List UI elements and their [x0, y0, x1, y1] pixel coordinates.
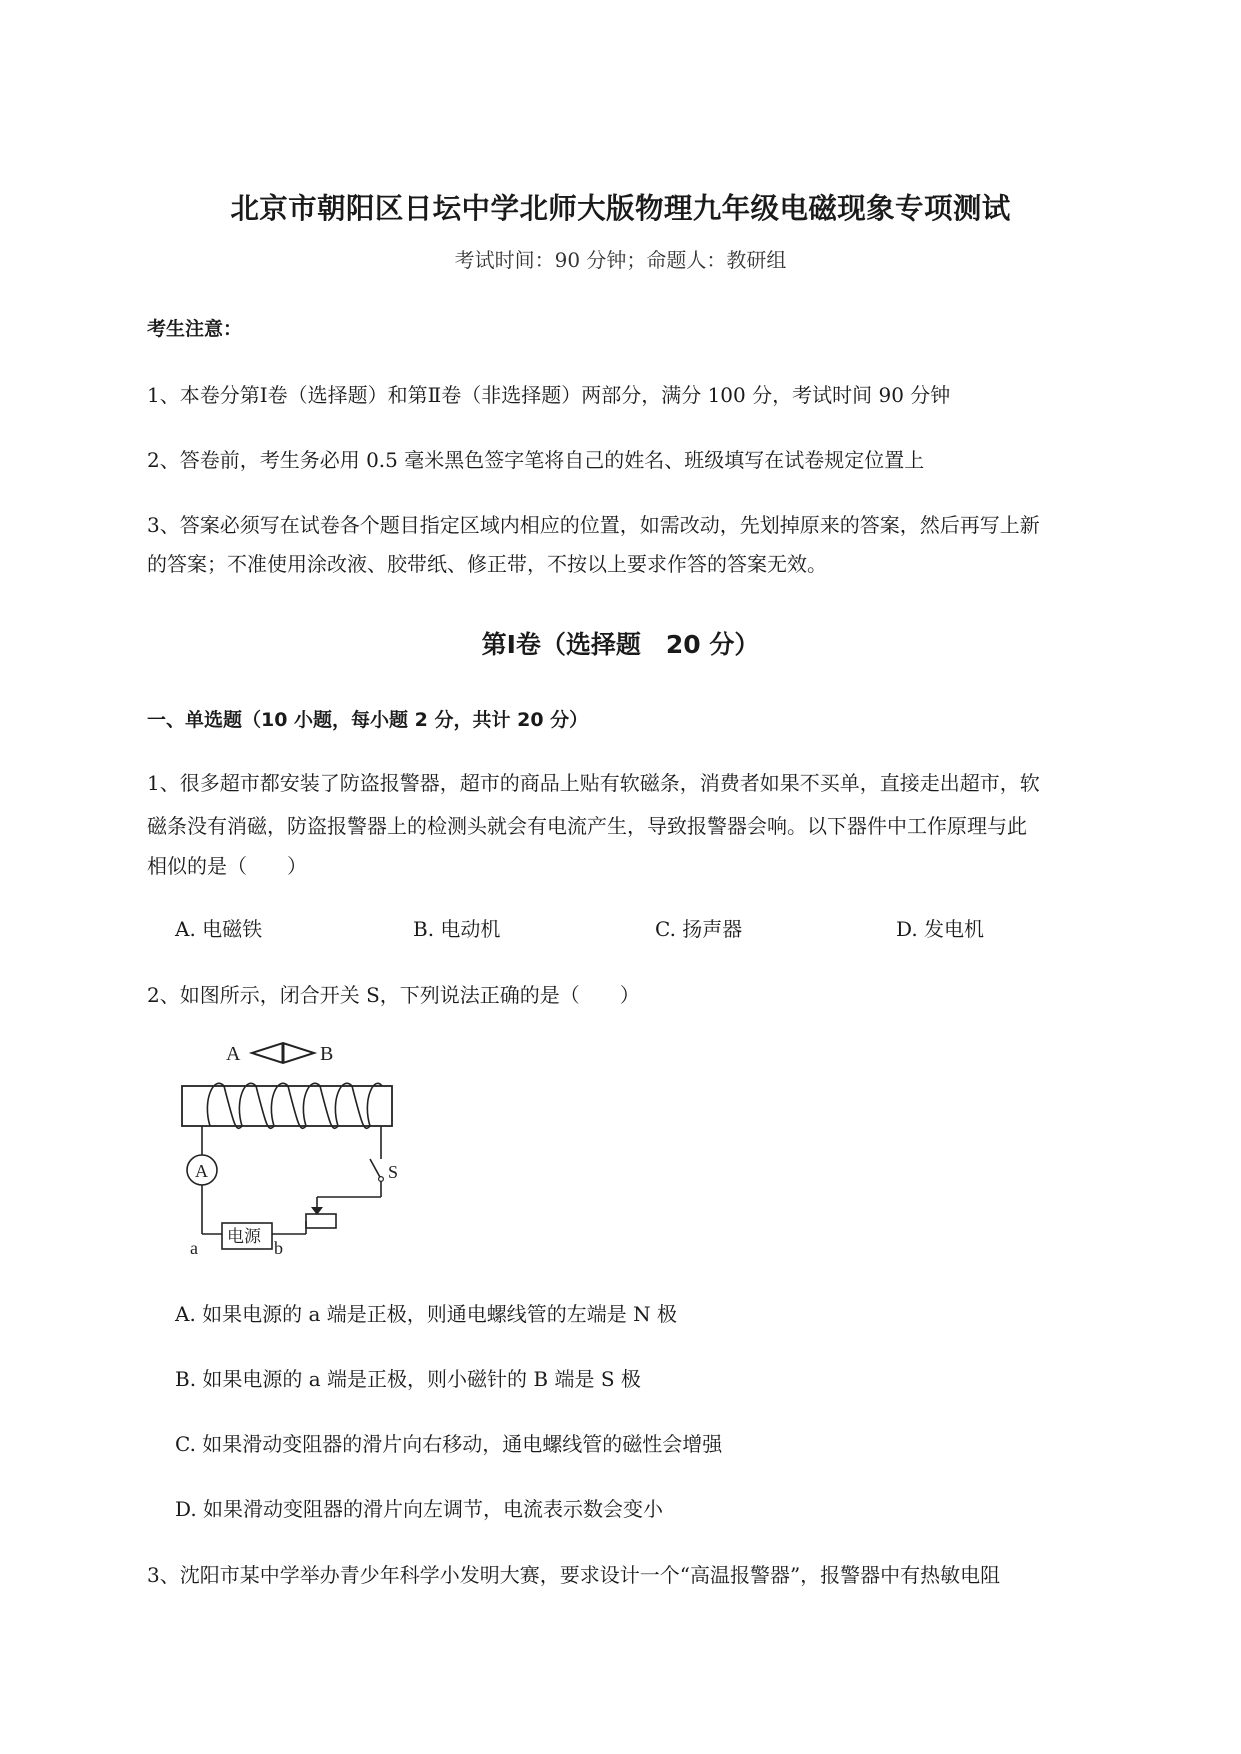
needle-label-a: A: [226, 1043, 241, 1065]
question-group-title: 一、单选题（10 小题，每小题 2 分，共计 20 分）: [147, 709, 589, 731]
exam-info: 考试时间：90 分钟；命题人：教研组: [454, 248, 787, 272]
notice-item-1: 1、本卷分第Ⅰ卷（选择题）和第Ⅱ卷（非选择题）两部分，满分 100 分，考试时间 90 分钟: [147, 383, 951, 407]
question-1-option-a[interactable]: A. 电磁铁: [175, 917, 263, 941]
section-title: 第Ⅰ卷（选择题 20 分）: [481, 630, 760, 659]
page-title: 北京市朝阳区日坛中学北师大版物理九年级电磁现象专项测试: [230, 192, 1011, 225]
question-2-option-d[interactable]: D. 如果滑动变阻器的滑片向左调节，电流表示数会变小: [175, 1497, 664, 1521]
notice-title: 考生注意：: [147, 318, 243, 340]
notice-item-2: 2、答卷前，考生务必用 0.5 毫米黑色签字笔将自己的姓名、班级填写在试卷规定位置上: [147, 448, 925, 472]
switch-label: S: [388, 1162, 399, 1182]
question-1-option-b[interactable]: B. 电动机: [413, 917, 501, 941]
ammeter-label: A: [195, 1161, 208, 1181]
terminal-label-a: a: [190, 1238, 198, 1258]
compass-needle: [252, 1043, 314, 1063]
needle-label-b: B: [320, 1043, 334, 1065]
notice-item-3: 3、答案必须写在试卷各个题目指定区域内相应的位置，如需改动，先划掉原来的答案，然后再写上新: [147, 513, 1040, 537]
question-1-line-3: 相似的是（ ）: [147, 854, 307, 878]
terminal-label-b: b: [274, 1238, 283, 1258]
circuit-diagram: [170, 1035, 410, 1260]
notice-item-3-cont: 的答案；不准使用涂改液、胶带纸、修正带，不按以上要求作答的答案无效。: [147, 552, 827, 576]
question-2-option-c[interactable]: C. 如果滑动变阻器的滑片向右移动，通电螺线管的磁性会增强: [175, 1432, 723, 1456]
rheostat: [306, 1214, 336, 1228]
question-1-line-2: 磁条没有消磁，防盗报警器上的检测头就会有电流产生，导致报警器会响。以下器件中工作原理与此: [147, 814, 1027, 838]
question-2-option-a[interactable]: A. 如果电源的 a 端是正极，则通电螺线管的左端是 N 极: [175, 1302, 678, 1326]
question-1-line-1: 1、很多超市都安装了防盗报警器，超市的商品上贴有软磁条，消费者如果不买单，直接走出超市，软: [147, 771, 1040, 795]
power-source-label: 电源: [227, 1227, 261, 1247]
solenoid-coil: [207, 1083, 382, 1128]
question-1-option-d[interactable]: D. 发电机: [896, 917, 985, 941]
question-2-stem: 2、如图所示，闭合开关 S，下列说法正确的是（ ）: [147, 983, 640, 1007]
question-2-option-b[interactable]: B. 如果电源的 a 端是正极，则小磁针的 B 端是 S 极: [175, 1367, 641, 1391]
question-1-option-c[interactable]: C. 扬声器: [655, 917, 743, 941]
circuit-wires: [202, 1126, 381, 1234]
switch: [370, 1159, 383, 1181]
question-3-stem: 3、沈阳市某中学举办青少年科学小发明大赛，要求设计一个“高温报警器”，报警器中有热敏电阻: [147, 1563, 1001, 1587]
